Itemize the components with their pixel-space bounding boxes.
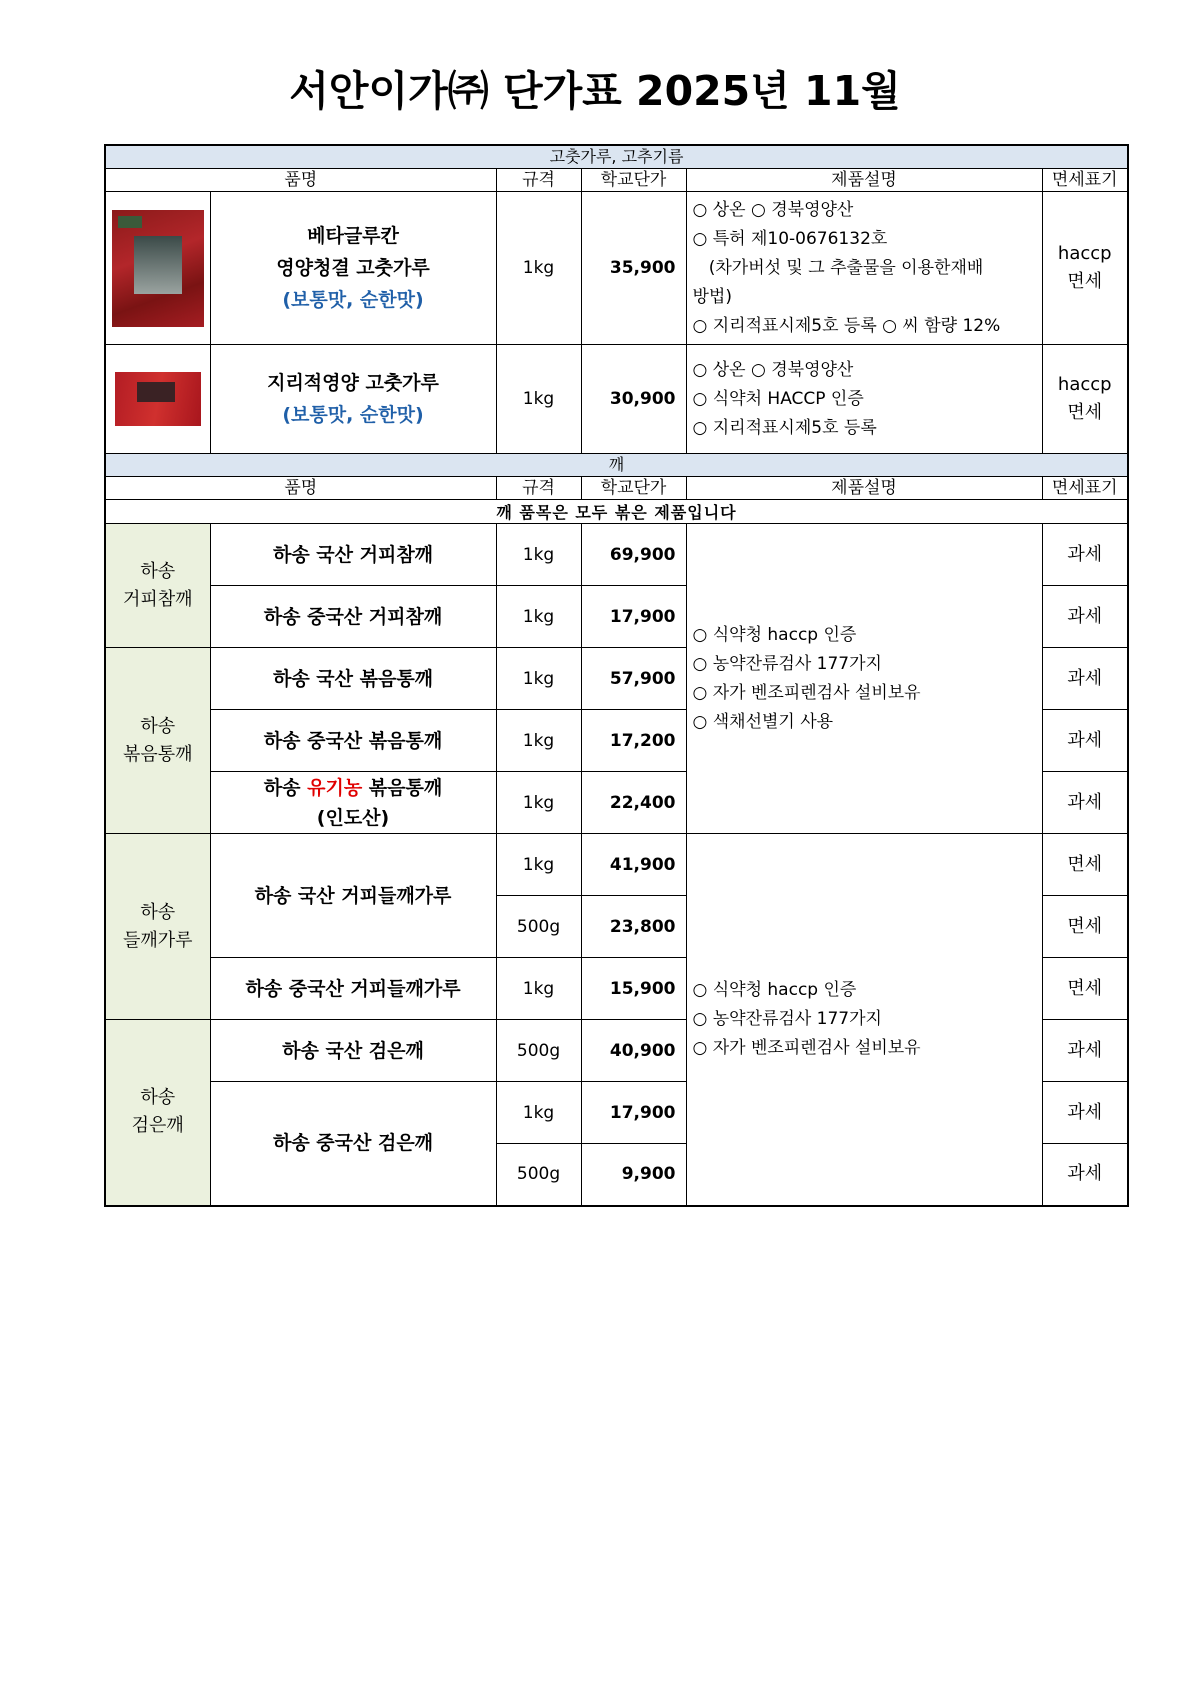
name-part: 볶음통깨 [362, 776, 443, 799]
header-price: 학교단가 [581, 477, 686, 500]
product-name [210, 192, 496, 345]
spec-cell: 500g [496, 1020, 581, 1082]
tax-cell: 과세 [1042, 772, 1128, 834]
table-header [105, 169, 1128, 192]
price-cell: 35,900 [581, 192, 686, 345]
spec-cell: 1kg [496, 834, 581, 896]
name-part: 하송 [263, 776, 308, 799]
product-name [210, 772, 496, 834]
tax-cell: 과세 [1042, 710, 1128, 772]
spec-cell: 1kg [496, 958, 581, 1020]
product-name: 하송 국산 거피들깨가루 [210, 834, 496, 958]
header-price: 학교단가 [581, 169, 686, 192]
description-line: ○ 특허 제10-0676132호 [692, 228, 888, 249]
product-name: 하송 중국산 볶음통깨 [210, 710, 496, 772]
section-title-pepper: 고춧가루, 고추기름 [105, 145, 1128, 169]
description-line: ○ 식약청 haccp 인증 [692, 979, 857, 1000]
price-cell: 17,900 [581, 586, 686, 648]
header-name: 품명 [105, 169, 496, 192]
description-line: (차가버섯 및 그 추출물을 이용한재배 [692, 257, 984, 278]
product-name-line: 베타글루칸 [307, 225, 399, 247]
table-header [105, 477, 1128, 500]
spec-cell: 1kg [496, 648, 581, 710]
group-label-line: 들깨가루 [122, 929, 193, 951]
product-name: 하송 국산 볶음통깨 [210, 648, 496, 710]
product-name [210, 345, 496, 454]
price-cell: 40,900 [581, 1020, 686, 1082]
tax-cell: 과세 [1042, 1144, 1128, 1206]
product-name: 하송 중국산 거피참깨 [210, 586, 496, 648]
price-cell: 69,900 [581, 524, 686, 586]
tax-cell: 면세 [1042, 958, 1128, 1020]
group-label-line: 검은깨 [131, 1115, 184, 1137]
tax-label: 면세 [1067, 271, 1103, 292]
spec-cell: 1kg [496, 192, 581, 345]
description-cell [686, 524, 1042, 834]
price-cell: 30,900 [581, 345, 686, 454]
description-line: ○ 색채선별기 사용 [692, 711, 834, 732]
pepper-powder-bag-image [112, 210, 204, 327]
group-label [105, 834, 210, 1020]
header-desc: 제품설명 [686, 477, 1042, 500]
haccp-label: haccp [1057, 374, 1112, 395]
group-label [105, 524, 210, 648]
price-cell: 57,900 [581, 648, 686, 710]
price-cell: 23,800 [581, 896, 686, 958]
header-desc: 제품설명 [686, 169, 1042, 192]
price-cell: 17,200 [581, 710, 686, 772]
table-row [105, 834, 1128, 896]
group-label [105, 1020, 210, 1206]
table-row [105, 524, 1128, 586]
description-line: ○ 지리적표시제5호 등록 [692, 417, 877, 438]
group-label-line: 하송 [140, 1087, 176, 1109]
table-row [105, 345, 1128, 454]
header-name: 품명 [105, 477, 496, 500]
page-title: 서안이가㈜ 단가표 2025년 11월 [289, 67, 901, 115]
description-cell [686, 192, 1042, 345]
product-name-line: 지리적영양 고춧가루 [267, 372, 439, 394]
description-line: 방법) [692, 286, 732, 307]
roasted-note: 깨 품목은 모두 볶은 제품입니다 [105, 500, 1128, 524]
table-row [105, 192, 1128, 345]
group-label-line: 하송 [140, 715, 176, 737]
group-label-line: 볶음통깨 [122, 743, 193, 765]
description-cell [686, 834, 1042, 1206]
pepper-powder-pack-image [115, 372, 201, 426]
group-label-line: 거피참깨 [122, 588, 193, 610]
description-line: ○ 상온 ○ 경북영양산 [692, 199, 854, 220]
spec-cell: 500g [496, 896, 581, 958]
header-spec: 규격 [496, 169, 581, 192]
price-cell: 9,900 [581, 1144, 686, 1206]
description-line: ○ 농약잔류검사 177가지 [692, 653, 882, 674]
price-cell: 15,900 [581, 958, 686, 1020]
spec-cell: 1kg [496, 345, 581, 454]
spec-cell: 500g [496, 1144, 581, 1206]
description-line: ○ 자가 벤조피렌검사 설비보유 [692, 1037, 921, 1058]
tax-cell: 면세 [1042, 834, 1128, 896]
origin-label: (인도산) [316, 806, 390, 829]
tax-cell [1042, 192, 1128, 345]
header-tax: 면세표기 [1042, 169, 1128, 192]
group-label-line: 하송 [140, 901, 176, 923]
tax-cell: 과세 [1042, 648, 1128, 710]
product-name-line [215, 773, 492, 803]
tax-cell [1042, 345, 1128, 454]
product-name: 하송 국산 거피참깨 [210, 524, 496, 586]
spec-cell: 1kg [496, 772, 581, 834]
price-table [104, 144, 1129, 1207]
spec-cell: 1kg [496, 1082, 581, 1144]
description-line: ○ 식약청 haccp 인증 [692, 624, 857, 645]
product-image-cell [105, 345, 210, 454]
group-label [105, 648, 210, 834]
group-label-line: 하송 [140, 560, 176, 582]
description-cell [686, 345, 1042, 454]
product-flavor: (보통맛, 순한맛) [282, 289, 424, 311]
product-name: 하송 중국산 거피들깨가루 [210, 958, 496, 1020]
spec-cell: 1kg [496, 586, 581, 648]
product-name: 하송 국산 검은깨 [210, 1020, 496, 1082]
spec-cell: 1kg [496, 710, 581, 772]
description-line: ○ 농약잔류검사 177가지 [692, 1008, 882, 1029]
spec-cell: 1kg [496, 524, 581, 586]
price-cell: 17,900 [581, 1082, 686, 1144]
haccp-label: haccp [1057, 243, 1112, 264]
product-flavor: (보통맛, 순한맛) [282, 404, 424, 426]
tax-cell: 과세 [1042, 1082, 1128, 1144]
tax-cell: 과세 [1042, 524, 1128, 586]
tax-cell: 면세 [1042, 896, 1128, 958]
section-title-sesame: 깨 [105, 454, 1128, 477]
header-tax: 면세표기 [1042, 477, 1128, 500]
product-name-line: 영양청결 고춧가루 [276, 257, 430, 279]
tax-cell: 과세 [1042, 1020, 1128, 1082]
description-line: ○ 지리적표시제5호 등록 ○ 씨 함량 12% [692, 315, 1001, 336]
description-line: ○ 식약처 HACCP 인증 [692, 388, 864, 409]
price-cell: 22,400 [581, 772, 686, 834]
product-name: 하송 중국산 검은깨 [210, 1082, 496, 1206]
header-spec: 규격 [496, 477, 581, 500]
tax-label: 면세 [1067, 402, 1103, 423]
product-image-cell [105, 192, 210, 345]
price-cell: 41,900 [581, 834, 686, 896]
organic-label: 유기농 [307, 776, 363, 799]
tax-cell: 과세 [1042, 586, 1128, 648]
description-line: ○ 자가 벤조피렌검사 설비보유 [692, 682, 921, 703]
description-line: ○ 상온 ○ 경북영양산 [692, 359, 854, 380]
